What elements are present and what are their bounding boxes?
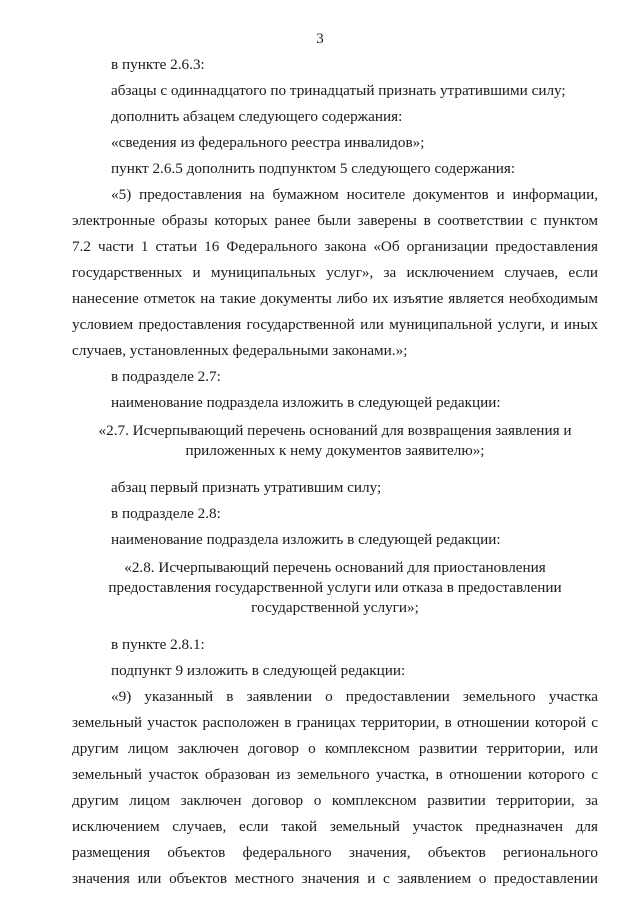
paragraph-line: 7.2 части 1 статьи 16 Федерального закона «Об организации предоставления xyxy=(72,238,598,255)
paragraph-line: наименование подраздела изложить в следующей редакции: xyxy=(111,394,501,411)
centered-heading-line: «2.7. Исчерпывающий перечень оснований для возвращения заявления и xyxy=(98,422,572,439)
document-body xyxy=(72,52,598,892)
paragraph-line: в пункте 2.8.1: xyxy=(111,636,205,653)
centered-heading-line: государственной услуги»; xyxy=(251,599,419,616)
paragraph-line: «сведения из федерального реестра инвалидов»; xyxy=(111,134,425,151)
paragraph-line: пункт 2.6.5 дополнить подпунктом 5 следующего содержания: xyxy=(111,160,516,177)
paragraph-line: дополнить абзацем следующего содержания: xyxy=(111,108,403,125)
paragraph-line: электронные образы которых ранее были заверены в соответствии с пунктом xyxy=(72,212,598,229)
paragraph-line: абзац первый признать утратившим силу; xyxy=(111,479,382,496)
paragraph-line: в подразделе 2.8: xyxy=(111,505,221,522)
paragraph-line: земельный участок расположен в границах территории, в отношении которой с xyxy=(72,714,598,731)
paragraph-line: в пункте 2.6.3: xyxy=(111,56,205,73)
paragraph-line: в подразделе 2.7: xyxy=(111,368,221,385)
paragraph-line: государственных и муниципальных услуг», за исключением случаев, если xyxy=(72,264,598,281)
paragraph-line: «5) предоставления на бумажном носителе документов и информации, xyxy=(111,186,598,203)
centered-heading-line: приложенных к нему документов заявителю»; xyxy=(185,442,485,459)
paragraph-line: подпункт 9 изложить в следующей редакции: xyxy=(111,662,406,679)
centered-heading-line: «2.8. Исчерпывающий перечень оснований для приостановления xyxy=(124,559,546,576)
paragraph-line: исключением случаев, если такой земельный участок предназначен для xyxy=(72,818,598,835)
page-number: 3 xyxy=(316,31,324,47)
paragraph-line: «9) указанный в заявлении о предоставлении земельного участка xyxy=(111,688,598,705)
paragraph-line: другим лицом заключен договор о комплексном развитии территории, или xyxy=(72,740,598,757)
paragraph-line: условием предоставления государственной или муниципальной услуги, и иных xyxy=(72,316,598,333)
paragraph-line: наименование подраздела изложить в следующей редакции: xyxy=(111,531,501,548)
centered-heading-line: предоставления государственной услуги или отказа в предоставлении xyxy=(108,579,562,596)
paragraph-line: абзацы с одиннадцатого по тринадцатый признать утратившими силу; xyxy=(111,82,566,99)
paragraph-line: размещения объектов федерального значения, объектов регионального xyxy=(72,844,598,861)
paragraph-line: нанесение отметок на такие документы либо их изъятие является необходимым xyxy=(72,290,598,307)
paragraph-line: случаев, установленных федеральными законами.»; xyxy=(72,342,408,359)
paragraph-line: значения или объектов местного значения и с заявлением о предоставлении xyxy=(72,870,598,887)
paragraph-line: земельный участок образован из земельного участка, в отношении которого с xyxy=(72,766,598,783)
paragraph-line: другим лицом заключен договор о комплексном развитии территории, за xyxy=(72,792,598,809)
